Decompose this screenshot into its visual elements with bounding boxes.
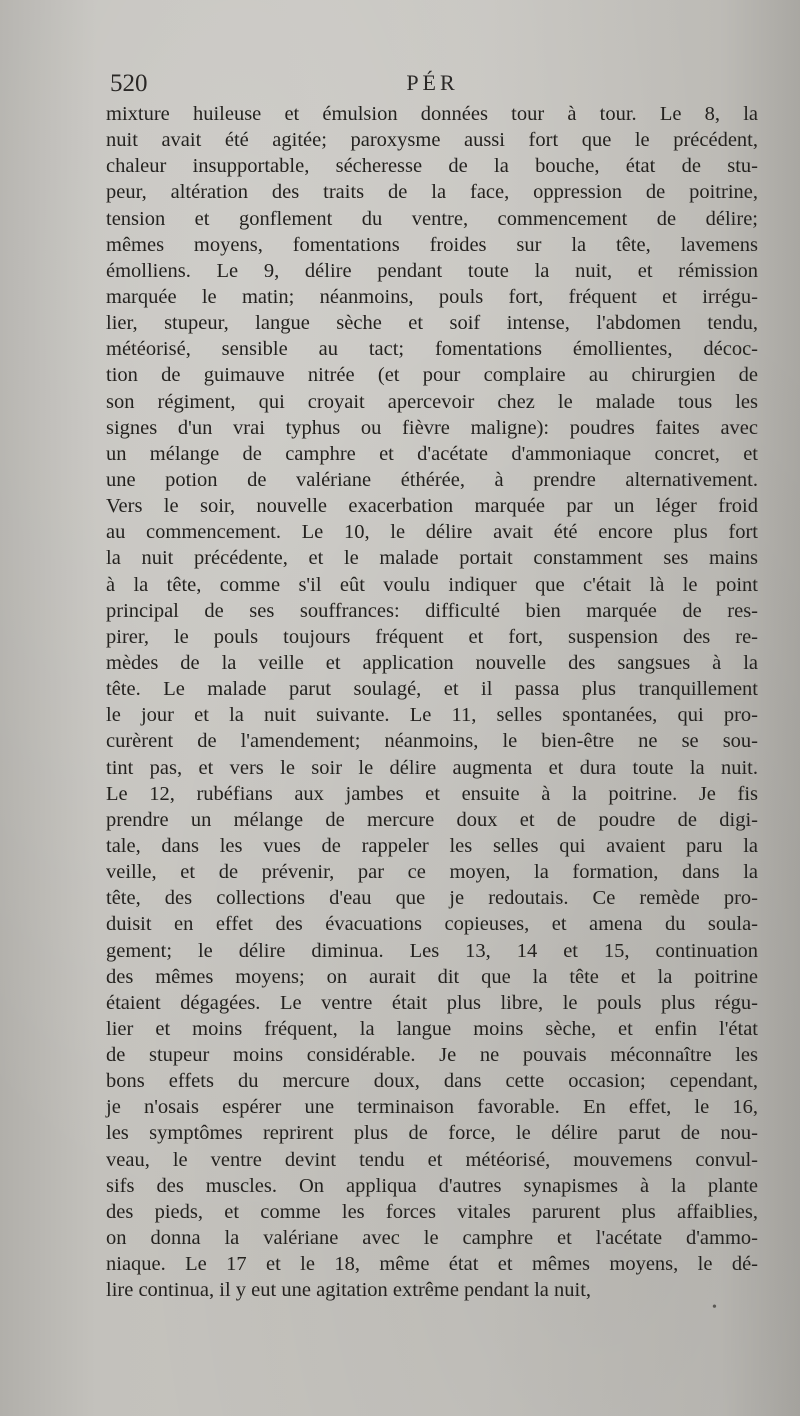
- text-line: tint pas, et vers le soir le délire augmenta et dura toute la nuit.: [106, 756, 758, 779]
- text-line: veau, le ventre devint tendu et météorisé, mouvemens convul-: [106, 1148, 758, 1171]
- text-line: prendre un mélange de mercure doux et de poudre de digi-: [106, 808, 758, 831]
- text-line: bons effets du mercure doux, dans cette occasion; cependant,: [106, 1070, 758, 1093]
- text-line: tête, des collections d'eau que je redoutais. Ce remède pro-: [106, 887, 758, 910]
- text-line: signes d'un vrai typhus ou fièvre maligne): poudres faites avec: [106, 416, 758, 439]
- page-header: [110, 70, 755, 104]
- text-line: étaient dégagées. Le ventre était plus libre, le pouls plus régu-: [106, 991, 758, 1014]
- text-line: Vers le soir, nouvelle exacerbation marquée par un léger froid: [106, 495, 758, 518]
- page-number: 520: [110, 70, 148, 97]
- text-line: lire continua, il y eut une agitation extrême pendant la nuit,: [106, 1279, 592, 1302]
- text-line: duisit en effet des évacuations copieuses, et amena du soula-: [106, 913, 758, 936]
- text-line: peur, altération des traits de la face, oppression de poitrine,: [106, 181, 758, 204]
- text-line: lier et moins fréquent, la langue moins sèche, et enfin l'état: [106, 1017, 758, 1040]
- text-line: sifs des muscles. On appliqua d'autres synapismes à la plante: [106, 1174, 758, 1197]
- running-head: PÉR: [406, 70, 459, 95]
- text-line: de stupeur moins considérable. Je ne pouvais méconnaître les: [106, 1044, 758, 1067]
- text-line: je n'osais espérer une terminaison favorable. En effet, le 16,: [106, 1096, 758, 1119]
- text-line: marquée le matin; néanmoins, pouls fort, fréquent et irrégu-: [106, 285, 758, 308]
- body-text: [106, 101, 758, 1303]
- text-line: les symptômes reprirent plus de force, le délire parut de nou-: [106, 1122, 758, 1145]
- text-line: tale, dans les vues de rappeler les selles qui avaient paru la: [106, 834, 758, 857]
- text-line: des pieds, et comme les forces vitales parurent plus affaiblies,: [106, 1200, 758, 1223]
- text-line: émolliens. Le 9, délire pendant toute la nuit, et rémission: [106, 259, 758, 282]
- text-line: météorisé, sensible au tact; fomentations émollientes, décoc-: [106, 338, 758, 361]
- text-line: mèdes de la veille et application nouvelle des sangsues à la: [106, 651, 758, 674]
- text-line: mêmes moyens, fomentations froides sur la tête, lavemens: [106, 233, 758, 256]
- text-line: le jour et la nuit suivante. Le 11, selles spontanées, qui pro-: [106, 704, 758, 727]
- text-line: tension et gonflement du ventre, commencement de délire;: [106, 207, 758, 230]
- text-line: veille, et de prévenir, par ce moyen, la formation, dans la: [106, 861, 758, 884]
- text-line: chaleur insupportable, sécheresse de la bouche, état de stu-: [106, 155, 758, 178]
- text-line: tête. Le malade parut soulagé, et il passa plus tranquillement: [106, 678, 758, 701]
- text-line: pirer, le pouls toujours fréquent et fort, suspension des re-: [106, 625, 758, 648]
- text-line: nuit avait été agitée; paroxysme aussi fort que le précédent,: [106, 129, 758, 152]
- text-line: mixture huileuse et émulsion données tour à tour. Le 8, la: [106, 103, 758, 125]
- text-line: gement; le délire diminua. Les 13, 14 et 15, continuation: [106, 939, 758, 962]
- text-line: principal de ses souffrances: difficulté bien marquée de res-: [106, 599, 758, 622]
- text-line: des mêmes moyens; on aurait dit que la tête et la poitrine: [106, 965, 758, 988]
- text-line: on donna la valériane avec le camphre et l'acétate d'ammo-: [106, 1227, 758, 1250]
- text-line: un mélange de camphre et d'acétate d'ammoniaque concret, et: [106, 442, 758, 465]
- text-line: tion de guimauve nitrée (et pour complaire au chirurgien de: [106, 364, 758, 387]
- footer-mark: •: [712, 1300, 717, 1315]
- text-line: à la tête, comme s'il eût voulu indiquer que c'était là le point: [106, 573, 758, 596]
- text-line: curèrent de l'amendement; néanmoins, le bien-être ne se sou-: [106, 730, 758, 753]
- text-line: la nuit précédente, et le malade portait constamment ses mains: [106, 547, 758, 570]
- text-line: lier, stupeur, langue sèche et soif intense, l'abdomen tendu,: [106, 312, 758, 335]
- text-line: au commencement. Le 10, le délire avait été encore plus fort: [106, 521, 758, 544]
- text-line: une potion de valériane éthérée, à prendre alternativement.: [106, 468, 758, 491]
- text-line: Le 12, rubéfians aux jambes et ensuite à la poitrine. Je fis: [106, 782, 758, 805]
- text-line: son régiment, qui croyait apercevoir chez le malade tous les: [106, 390, 758, 413]
- text-line: niaque. Le 17 et le 18, même état et mêmes moyens, le dé-: [106, 1253, 758, 1276]
